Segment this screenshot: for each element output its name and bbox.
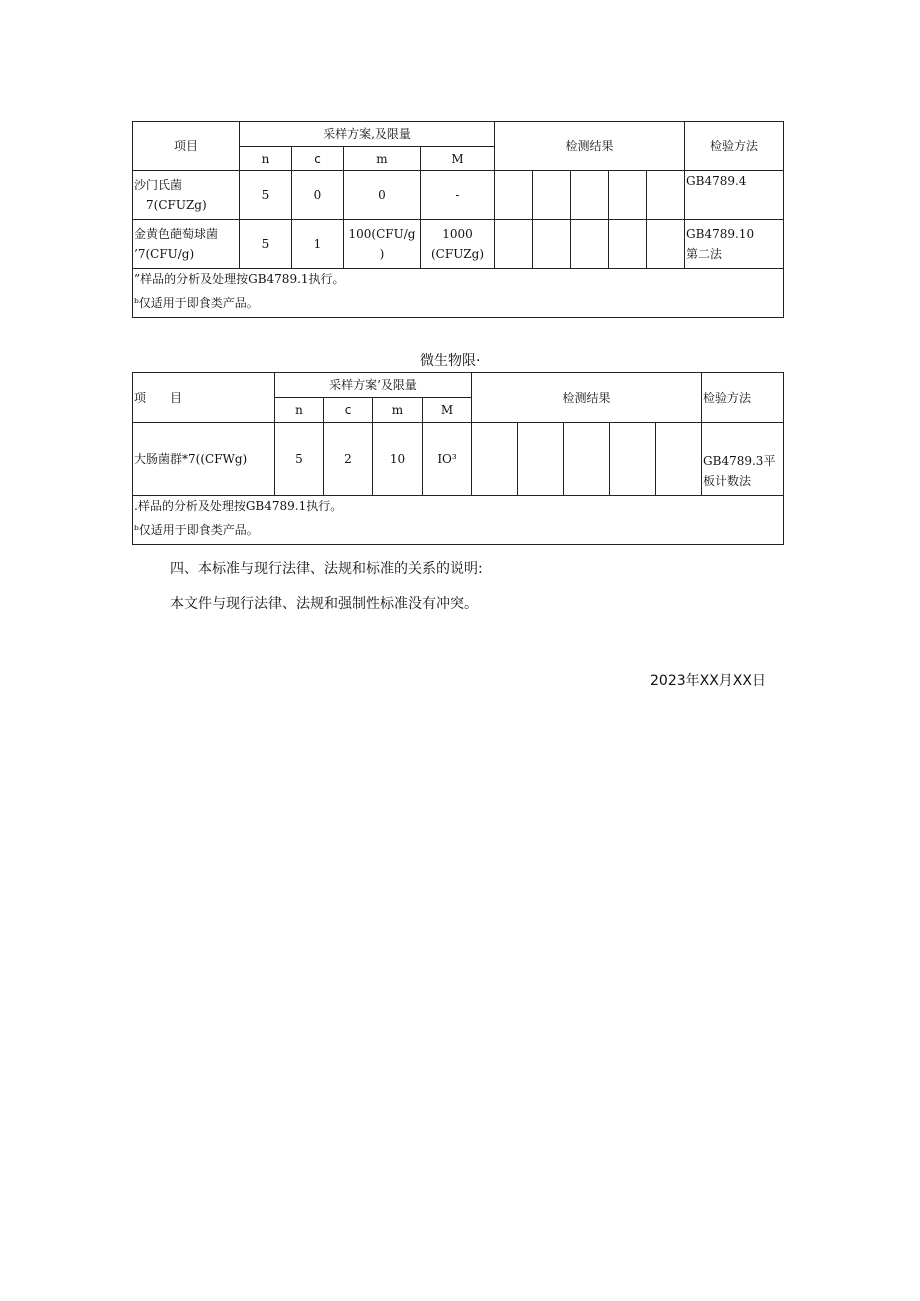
result-cell [571,220,609,269]
result-cell [533,220,571,269]
microbial-limits-table-1 [132,121,784,318]
section-paragraph: 本文件与现行法律、法规和强制性标准没有冲突。 [170,596,478,612]
result-cell [571,171,609,220]
cell-M-line2: (CFUZg) [431,247,485,261]
table-row [133,220,784,269]
cell-c: 0 [292,171,344,220]
table-note: ”样品的分析及处理按GB4789.1执行。 [134,272,345,286]
item-name: 金黄色葩萄球菌 [134,227,219,241]
header-method: 检验方法 [685,122,784,171]
cell-c: 2 [324,423,373,496]
result-cell [495,171,533,220]
method-line: GB4789.10 [686,227,755,241]
item-unit: ’7(CFU/g) [134,247,195,261]
table-note: .样品的分析及处理按GB4789.1执行。 [134,499,343,513]
header-sampling: 采样方案’及限量 [275,373,472,398]
item-cell: 大肠菌群*7((CFWg) [133,423,275,496]
cell-n: 5 [240,171,292,220]
cell-m-line1: 100(CFU/g [348,227,416,241]
header-n: n [275,398,324,423]
notes-row [133,520,784,545]
header-M: M [421,147,495,171]
header-result: 检测结果 [495,122,685,171]
cell-M: IO³ [423,423,472,496]
cell-M: - [421,171,495,220]
cell-M-line1: 1000 [442,227,473,241]
item-unit: 7(CFUZg) [146,198,207,212]
header-m: m [373,398,423,423]
method-line: GB4789.4 [686,174,747,188]
notes-row [133,269,784,294]
header-c: c [292,147,344,171]
result-cell [564,423,610,496]
header-m: m [344,147,421,171]
result-cell [609,171,647,220]
cell-c: 1 [292,220,344,269]
method-line: GB4789.3平 [703,454,776,468]
cell-M [421,220,495,269]
result-cell [533,171,571,220]
table-row [133,171,784,220]
cell-m [344,220,421,269]
method-cell [685,171,784,220]
result-cell [656,423,702,496]
table-row [133,423,784,496]
result-cell [495,220,533,269]
cell-m: 10 [373,423,423,496]
microbial-limits-table-2 [132,372,784,545]
method-cell [685,220,784,269]
header-item: 项 目 [133,373,275,423]
notes-row [133,293,784,318]
method-cell [702,423,784,496]
result-cell [609,220,647,269]
header-n: n [240,147,292,171]
header-method: 检验方法 [702,373,784,423]
document-date: 2023年XX月XX日 [650,673,766,689]
cell-n: 5 [275,423,324,496]
item-cell [133,171,240,220]
item-cell [133,220,240,269]
result-cell [518,423,564,496]
method-line: 第二法 [686,247,723,261]
result-cell [472,423,518,496]
table-note: ᵇ仅适用于即食类产品。 [134,296,259,310]
method-line: 板计数法 [703,474,752,488]
header-item: 项目 [133,122,240,171]
cell-m: 0 [344,171,421,220]
table-note: ᵇ仅适用于即食类产品。 [134,523,259,537]
header-c: c [324,398,373,423]
header-result: 检测结果 [472,373,702,423]
item-name: 沙门氏菌 [134,178,183,192]
cell-n: 5 [240,220,292,269]
section-heading: 四、本标准与现行法律、法规和标准的关系的说明: [170,561,483,577]
table-caption: 微生物限· [420,353,481,369]
header-sampling: 采样方案,及限量 [240,122,495,147]
result-cell [610,423,656,496]
result-cell [647,220,685,269]
notes-row [133,496,784,521]
cell-m-line2: ) [379,247,385,261]
header-M: M [423,398,472,423]
result-cell [647,171,685,220]
